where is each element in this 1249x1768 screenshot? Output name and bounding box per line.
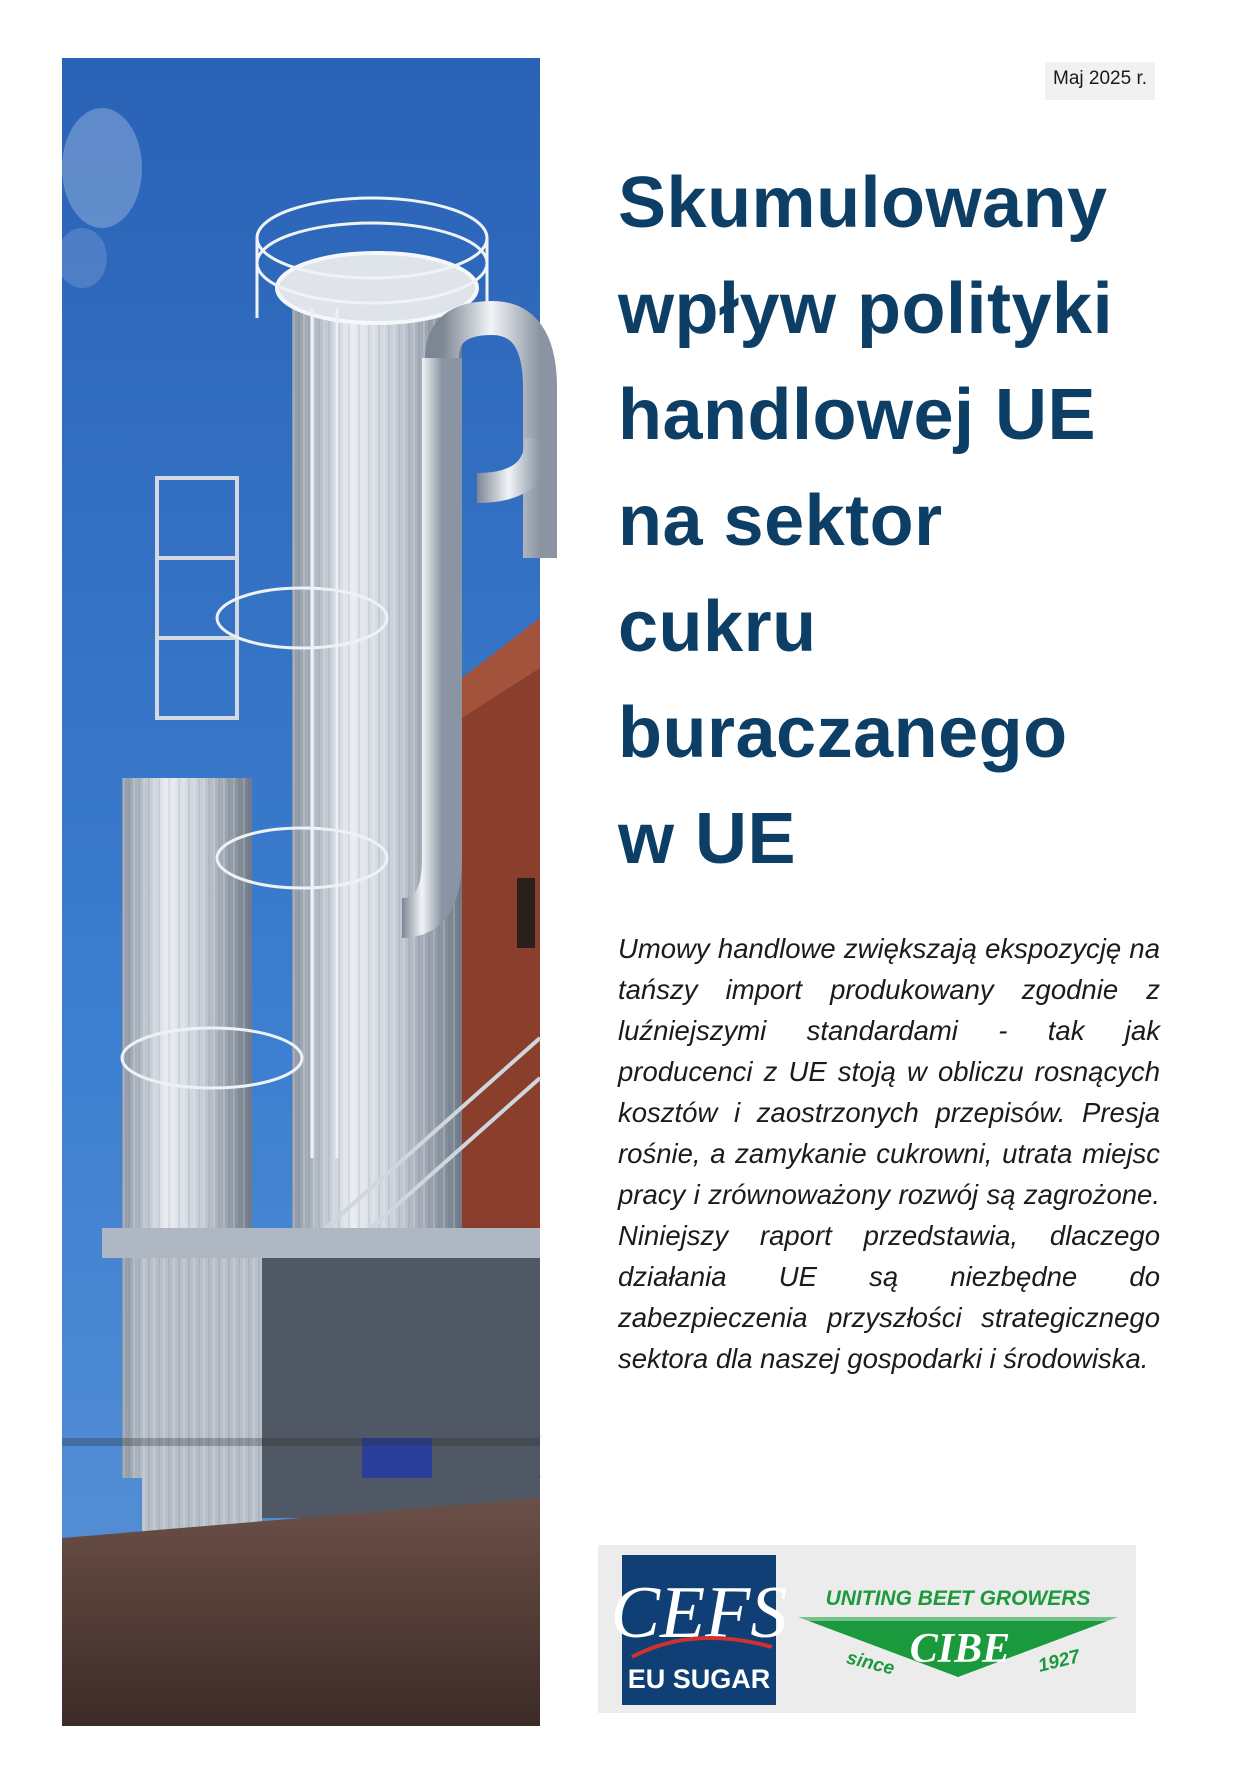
cefs-monogram-icon [610, 1555, 788, 1665]
cover-photo [62, 58, 540, 1726]
cibe-chevron-icon [788, 1565, 1128, 1705]
title-line: buraczanego [618, 693, 1068, 773]
title-line: w UE [618, 799, 797, 879]
document-title [618, 150, 1178, 892]
title-line: wpływ polityki [618, 269, 1114, 349]
cefs-label: EU SUGAR [627, 1664, 771, 1694]
title-line: handlowej UE [618, 375, 1097, 455]
cibe-since: since [844, 1647, 897, 1680]
cibe-year: 1927 [1035, 1646, 1083, 1677]
cefs-letters: CEFS [610, 1572, 788, 1654]
title-line: Skumulowany [618, 163, 1108, 243]
summary-paragraph: Umowy handlowe zwiększają ekspozycję na tańszy import produkowany zgodnie z luźniejszymi standardami - tak jak producenci z UE stoją w obliczu rosnących kosztów i zaostrzonych przepisów. Presja rośnie, a zamykanie cukrowni, utrata miejsc pracy i zrównoważony rozwój są zagrożone. Niniejszy raport przedstawia, dlaczego działania UE są niezbędne do zabezpieczenia przyszłości strategicznego sektora dla naszej gospodarki i środowiska. [618, 933, 1160, 1374]
cibe-logo [788, 1565, 1128, 1705]
title-line: na sektor [618, 481, 943, 561]
sugar-factory-column-icon [62, 58, 540, 1726]
title-line: cukru [618, 587, 817, 667]
cibe-letters: CIBE [909, 1626, 1011, 1672]
cibe-tagline: UNITING BEET GROWERS [825, 1587, 1091, 1610]
date-badge: Maj 2025 r. [1045, 62, 1155, 100]
cefs-logo [610, 1555, 788, 1705]
partner-logos [598, 1545, 1136, 1713]
